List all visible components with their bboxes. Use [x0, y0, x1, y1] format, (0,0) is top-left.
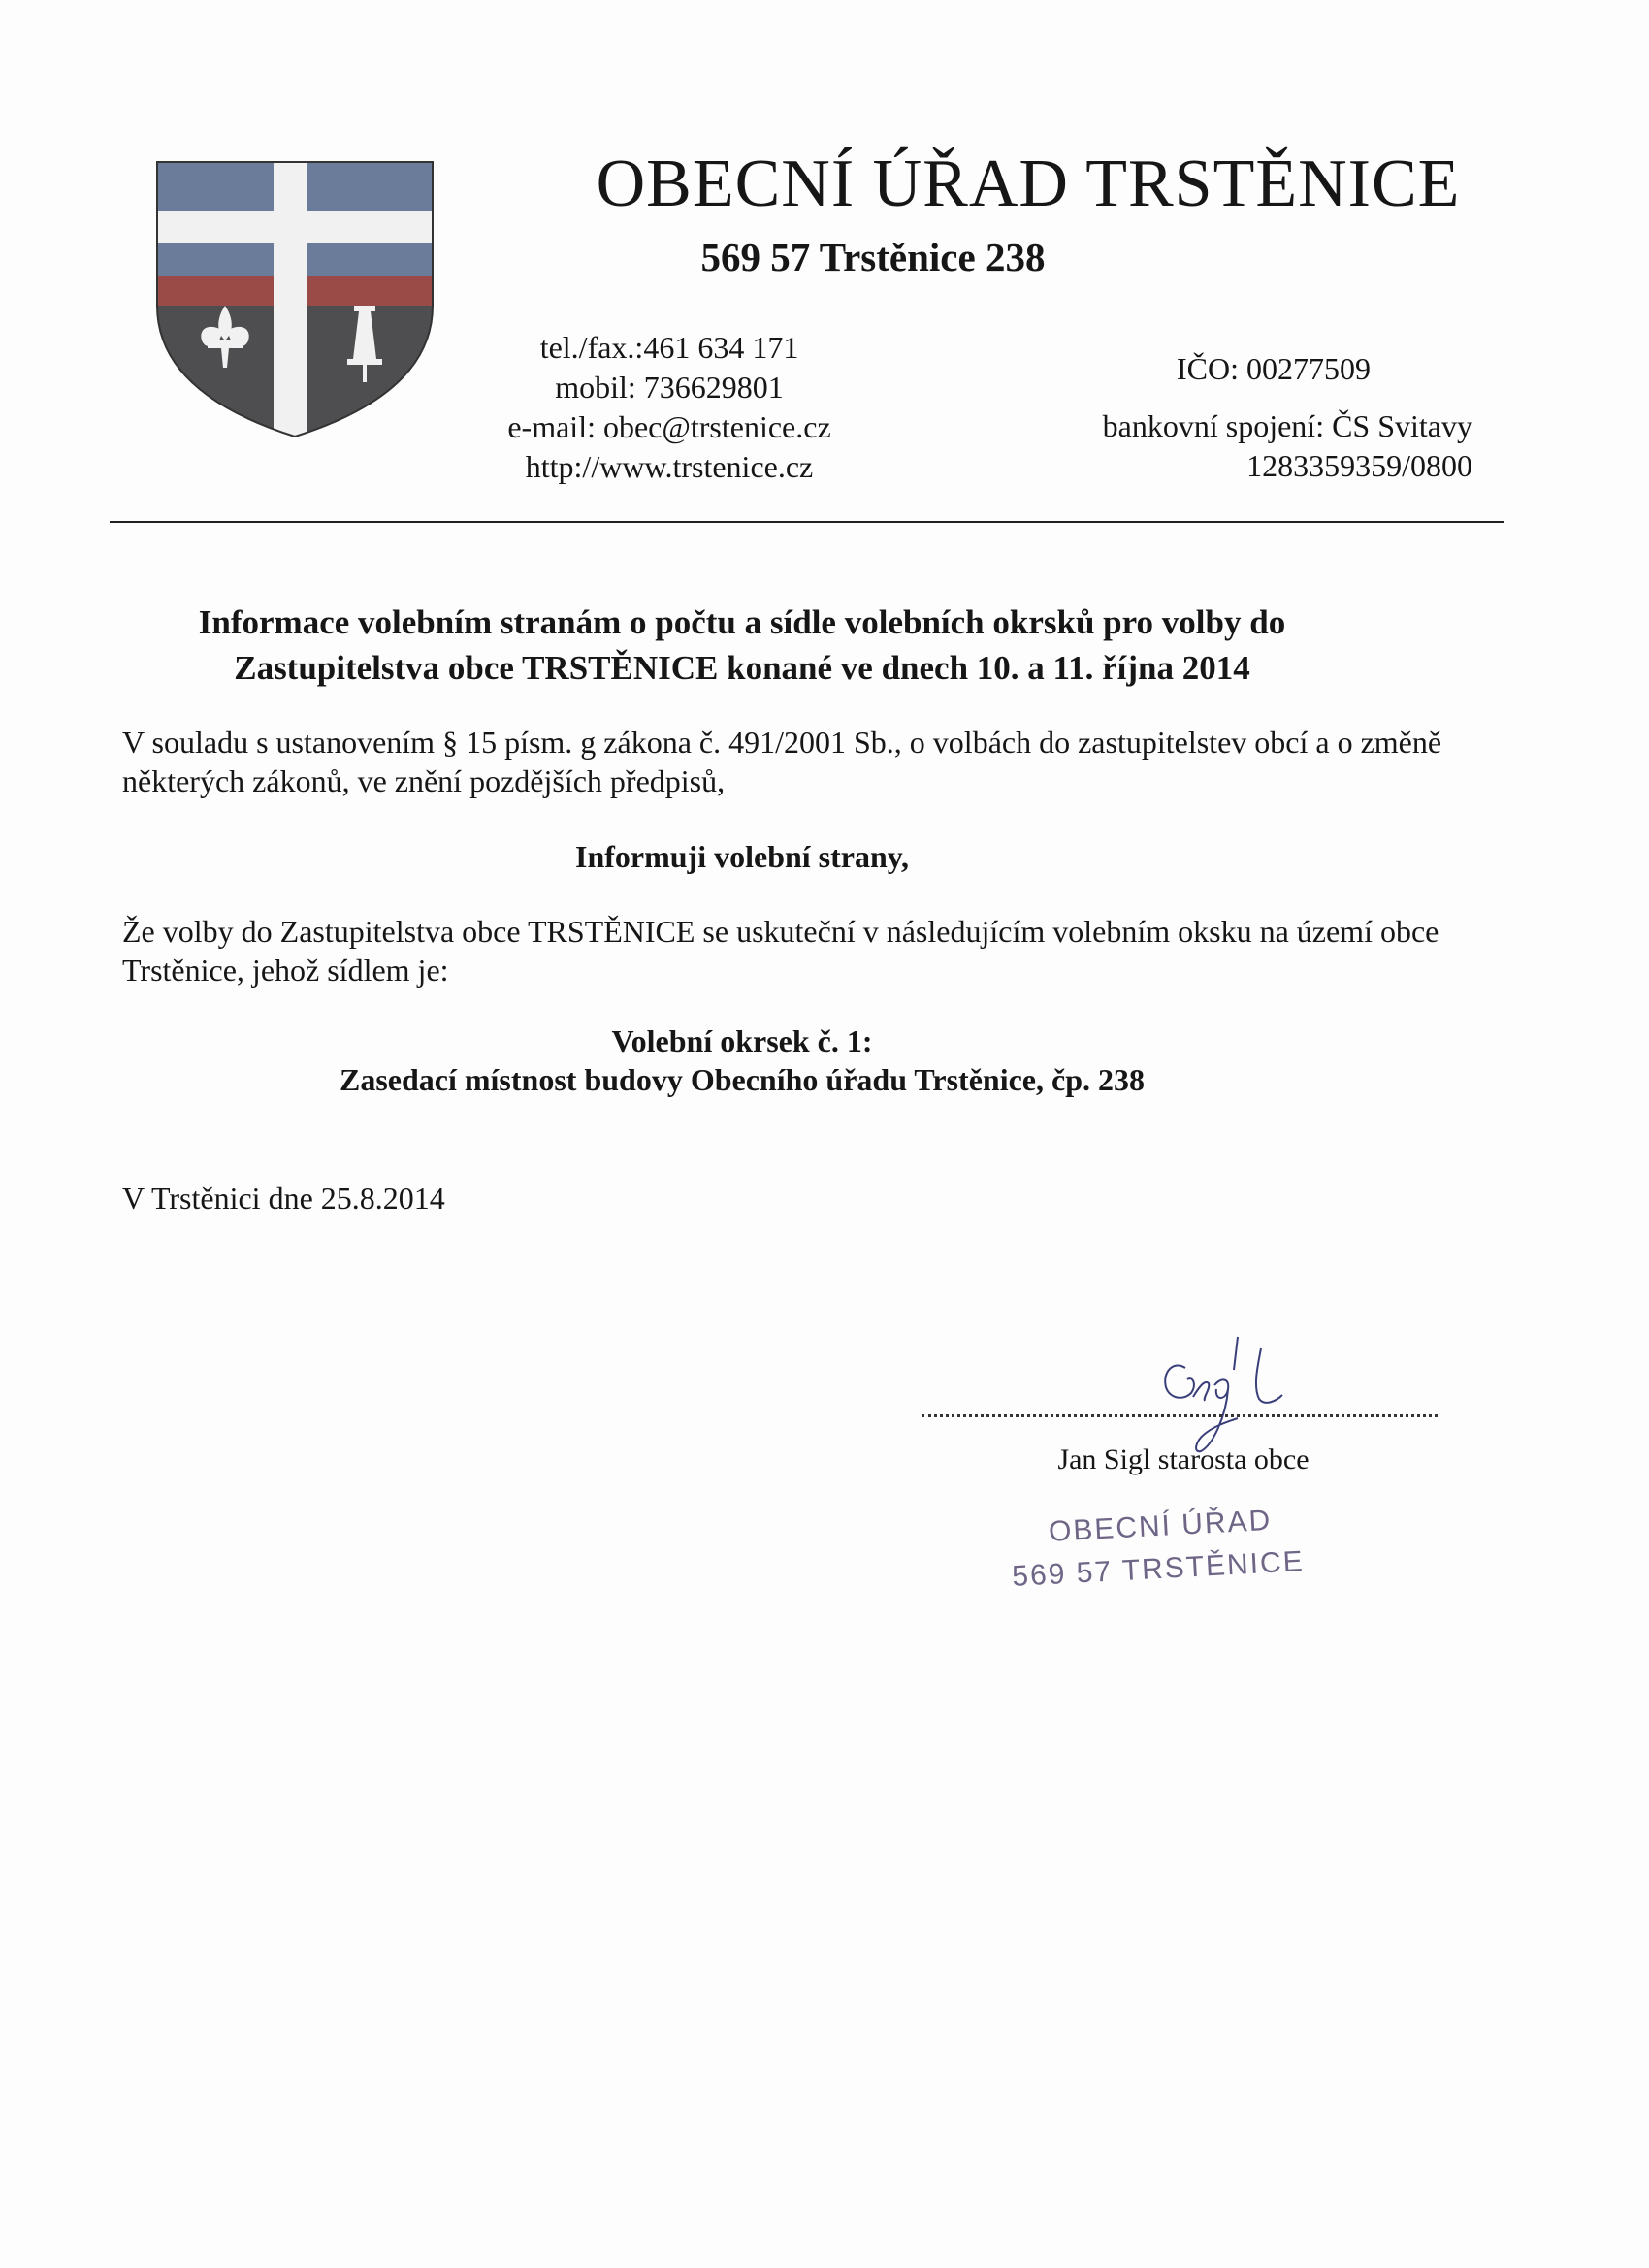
mobile-number: mobil: 736629801 — [555, 370, 784, 405]
intro-line-2: některých zákonů, ve znění pozdějších předpisů, — [122, 763, 726, 798]
statement-line-2: Trstěnice, jehož sídlem je: — [122, 953, 449, 988]
inform-statement: Informuji volební strany, — [574, 839, 910, 874]
signature-line — [922, 1414, 1438, 1417]
bank-account: 1283359359/0800 — [1246, 448, 1472, 483]
district-number: Volební okrsek č. 1: — [611, 1023, 873, 1058]
email-address: e-mail: obec@trstenice.cz — [507, 409, 831, 444]
stamp-line-1: OBECNÍ ÚŘAD — [1048, 1504, 1273, 1548]
intro-paragraph — [122, 723, 1519, 800]
district-info — [126, 1021, 1358, 1099]
document-heading — [126, 599, 1358, 691]
statement-line-1: Že volby do Zastupitelstva obce TRSTĚNICE se uskuteční v následujícím volebním oksku na území obce — [122, 914, 1439, 949]
office-stamp — [1009, 1497, 1323, 1599]
stamp-line-2: 569 57 TRSTĚNICE — [1011, 1545, 1306, 1593]
signer-name: Jan Sigl starosta obce — [1057, 1443, 1310, 1475]
website-url: http://www.trstenice.cz — [525, 449, 814, 484]
heading-line-1: Informace volebním stranám o počtu a sídle volebních okrsků pro volby do — [198, 603, 1286, 641]
header-divider — [110, 521, 1504, 523]
election-statement — [122, 912, 1519, 989]
ico-number: IČO: 00277509 — [1177, 351, 1371, 386]
coat-of-arms-icon — [155, 160, 435, 438]
district-location: Zasedací místnost budovy Obecního úřadu Trstěnice, čp. 238 — [339, 1062, 1145, 1097]
office-address: 569 57 Trstěnice 238 — [700, 235, 1046, 279]
contact-block — [485, 328, 854, 487]
date-place: V Trstěnici dne 25.8.2014 — [122, 1181, 445, 1215]
handwritten-signature — [1145, 1329, 1300, 1455]
bank-block — [968, 349, 1472, 486]
phone-fax: tel./fax.:461 634 171 — [539, 330, 799, 365]
intro-line-1: V souladu s ustanovením § 15 písm. g zákona č. 491/2001 Sb., o volbách do zastupitelstev obcí a o změně — [122, 725, 1442, 760]
office-title: OBECNÍ ÚŘAD TRSTĚNICE — [596, 146, 1461, 221]
bank-connection: bankovní spojení: ČS Svitavy — [1102, 408, 1472, 443]
heading-line-2: Zastupitelstva obce TRSTĚNICE konané ve dnech 10. a 11. října 2014 — [234, 649, 1250, 687]
